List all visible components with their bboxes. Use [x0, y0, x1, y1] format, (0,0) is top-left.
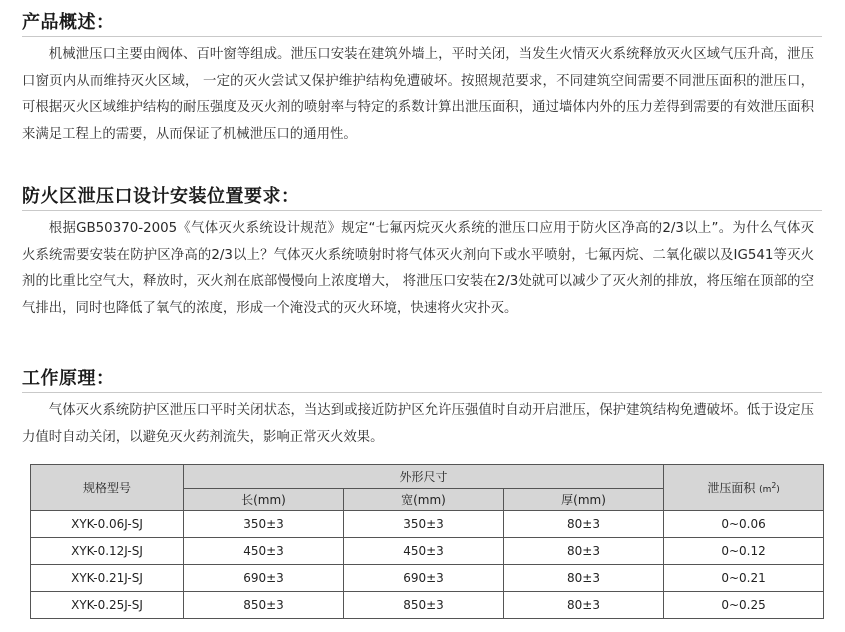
- overview-paragraph: 机械泄压口主要由阀体、百叶窗等组成。泄压口安装在建筑外墙上，平时关闭，当发生火情灭火系统释放灭火区域气压升高，泄压口窗页内从而维持灭火区域， 一定的灭火尝试又保护维护结构免遭破坏。按照规范要求，不同建筑空间需要不同泄压面积的泄压口，可根据灭火区域维护结构的耐压强度及灭火剂的喷射率与特定的系数计算出泄压面积，通过墙体内外的压力差得到需要的有效泄压面积来满足工程上的需要，从而保证了机械泄压口的通用性。: [22, 47, 814, 142]
- cell-width: 350±3: [344, 511, 504, 538]
- cell-relief-area: 0~0.25: [664, 592, 824, 619]
- header-area-label: 泄压面积: [707, 481, 756, 495]
- cell-width: 450±3: [344, 538, 504, 565]
- cell-width: 690±3: [344, 565, 504, 592]
- section-title-overview: 产品概述：: [22, 12, 115, 33]
- cell-thickness: 80±3: [504, 511, 664, 538]
- cell-thickness: 80±3: [504, 565, 664, 592]
- section-divider: [22, 210, 822, 211]
- header-length: 长(mm): [184, 489, 344, 511]
- table-row: [31, 538, 824, 565]
- cell-thickness: 80±3: [504, 538, 664, 565]
- header-model: 规格型号: [31, 465, 184, 511]
- cell-length: 350±3: [184, 511, 344, 538]
- section-divider: [22, 36, 822, 37]
- header-dimensions: 外形尺寸: [184, 465, 664, 489]
- header-width: 宽(mm): [344, 489, 504, 511]
- cell-thickness: 80±3: [504, 592, 664, 619]
- cell-relief-area: 0~0.06: [664, 511, 824, 538]
- table-header-row: [31, 465, 824, 489]
- cell-relief-area: 0~0.21: [664, 565, 824, 592]
- cell-length: 450±3: [184, 538, 344, 565]
- header-thickness: 厚(mm): [504, 489, 664, 511]
- cell-model: XYK-0.21J-SJ: [31, 565, 184, 592]
- table-row: [31, 565, 824, 592]
- section-title-working-principle: 工作原理：: [22, 368, 115, 389]
- section-title-install-position: 防火区泄压口设计安装位置要求：: [22, 186, 300, 207]
- table-row: [31, 511, 824, 538]
- cell-model: XYK-0.12J-SJ: [31, 538, 184, 565]
- cell-relief-area: 0~0.12: [664, 538, 824, 565]
- cell-model: XYK-0.25J-SJ: [31, 592, 184, 619]
- table-row: [31, 592, 824, 619]
- cell-model: XYK-0.06J-SJ: [31, 511, 184, 538]
- working-principle-paragraph: 气体灭火系统防护区泄压口平时关闭状态，当达到或接近防护区允许压强值时自动开启泄压，保护建筑结构免遭破坏。低于设定压力值时自动关闭，以避免灭火药剂流失，影响正常灭火效果。: [22, 403, 814, 445]
- header-relief-area: [664, 465, 824, 511]
- install-position-paragraph: 根据GB50370-2005《气体灭火系统设计规范》规定“七氟丙烷灭火系统的泄压口应用于防火区净高的2/3以上”。为什么气体灭火系统需要安装在防护区净高的2/3以上？气体灭火系统喷射时将气体灭火剂向下或水平喷射，七氟丙烷、二氧化碳以及IG541等灭火剂的比重比空气大，释放时，灭火剂在底部慢慢向上浓度增大， 将泄压口安装在2/3处就可以减少了灭火剂的排放，将压缩在顶部的空气排出，同时也降低了氧气的浓度，形成一个淹没式的灭火环境，快速将火灾扑灭。: [22, 221, 814, 316]
- cell-length: 850±3: [184, 592, 344, 619]
- header-area-unit: $(m^2)$: [759, 481, 780, 495]
- cell-width: 850±3: [344, 592, 504, 619]
- spec-table: [30, 464, 824, 619]
- cell-length: 690±3: [184, 565, 344, 592]
- section-divider: [22, 392, 822, 393]
